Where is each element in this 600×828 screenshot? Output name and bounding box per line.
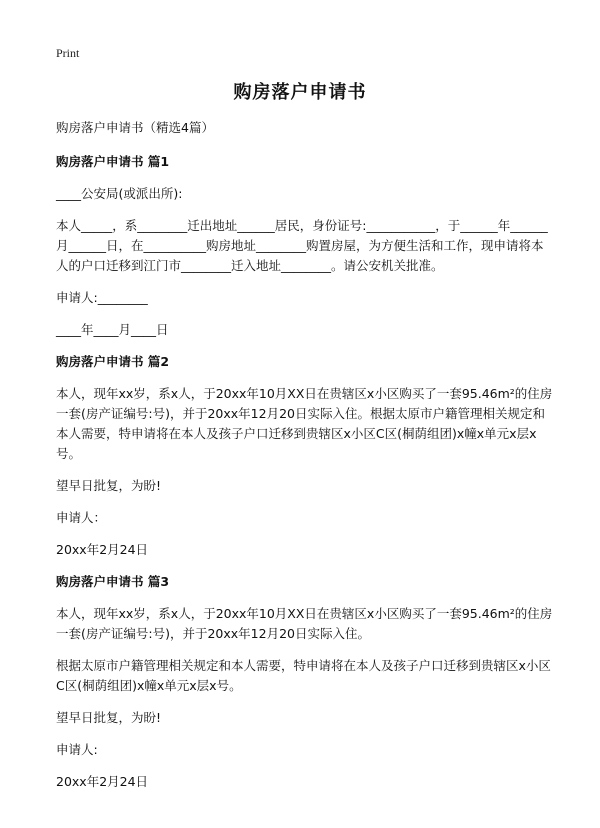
section-2-date: 20xx年2月24日 bbox=[56, 542, 149, 557]
section-3-body: 本人，现年xx岁，系x人，于20xx年10月XX日在贵辖区x小区购买了一套95.46m²的住房一套(房产证编号:号)，并于20xx年12月20日实际入住。 bbox=[56, 606, 553, 641]
document-body bbox=[56, 118, 554, 804]
section-3-date: 20xx年2月24日 bbox=[56, 774, 149, 789]
section-2-closing: 望早日批复，为盼! bbox=[56, 478, 162, 493]
section-1-date: ____年____月____日 bbox=[56, 322, 169, 337]
section-title-2: 购房落户申请书 篇2 bbox=[56, 354, 170, 369]
section-title-1: 购房落户申请书 篇1 bbox=[56, 154, 170, 169]
section-3-applicant: 申请人: bbox=[56, 742, 98, 757]
section-1-applicant: 申请人:________ bbox=[56, 290, 148, 305]
section-2-applicant: 申请人： bbox=[56, 510, 107, 525]
section-1-addressee: ____公安局(或派出所): bbox=[56, 186, 183, 201]
document-title: 购房落户申请书 bbox=[233, 82, 367, 103]
document-subtitle: 购房落户申请书（精选4篇） bbox=[56, 120, 214, 135]
section-2-body: 本人，现年xx岁，系x人，于20xx年10月XX日在贵辖区x小区购买了一套95.46m²的住房一套(房产证编号:号)，并于20xx年12月20日实际入住。根据太原市户籍管理相关规定和本人需要，特申请将在本人及孩子户口迁移到贵辖区x小区C区(桐荫组团)x幢x单元x层x号。 bbox=[56, 386, 553, 461]
section-3-request: 根据太原市户籍管理相关规定和本人需要，特申请将在本人及孩子户口迁移到贵辖区x小区C区(桐荫组团)x幢x单元x层x号。 bbox=[56, 658, 551, 693]
section-title-3: 购房落户申请书 篇3 bbox=[56, 574, 170, 589]
section-3-closing: 望早日批复，为盼! bbox=[56, 710, 162, 725]
section-1-body: 本人_____，系________迁出地址______居民，身份证号:___________，于______年______月______日，在__________购房地址________购置房屋，为方便生活和工作，现申请将本人的户口迁移到江门市________迁入地址________。请公安机关批准。 bbox=[56, 218, 548, 273]
print-link[interactable]: Print bbox=[56, 46, 80, 60]
